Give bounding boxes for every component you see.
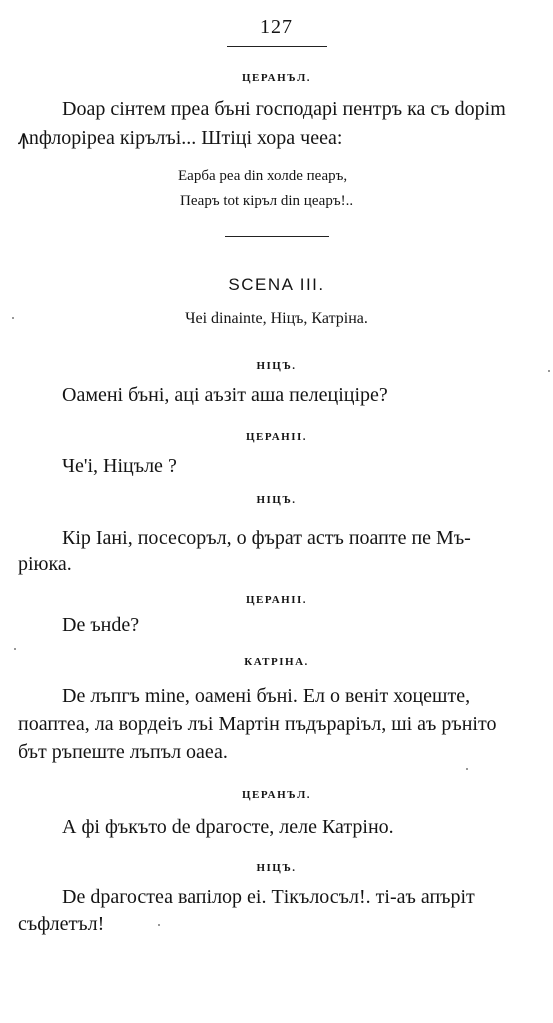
print-speck <box>14 648 16 650</box>
speaker-label: КАТРІНА. <box>244 656 309 668</box>
speaker-label: ЦЕРАНІІ. <box>245 431 308 443</box>
section-rule <box>225 236 329 237</box>
dialogue-line: А фі фъкъто de dрагосте, леле Катріно. <box>62 816 394 838</box>
speaker-label: ЦЕРАНЪЛ. <box>241 72 312 84</box>
print-speck <box>12 317 14 319</box>
speaker-label: НІЦЪ. <box>256 494 297 506</box>
dialogue-line: Doар сінтем преа бъні господарі пентръ ка съ doрim <box>62 98 506 120</box>
page-number: 127 <box>260 16 293 38</box>
dialogue-line: Че'і, Ніцъле ? <box>62 455 177 477</box>
verse-line: Еарба реа din холde пеаръ, <box>178 168 348 184</box>
dialogue-line: Кір Іані, посесоръл, о фърат астъ поапте пе Мъ- <box>62 527 471 549</box>
speaker-label: НІЦЪ. <box>256 862 297 874</box>
verse-line: Пеаръ tot кіръл din цеаръ!.. <box>180 193 354 209</box>
dialogue-line: ріюка. <box>18 553 72 575</box>
speaker-label: ЦЕРАНІІ. <box>245 594 308 606</box>
dialogue-line: De dрагостеа вапілор еі. Тікълосъл!. ті-аъ апъріт <box>62 886 475 908</box>
dialogue-line: ꙟnфлоріреа кірълъі... Штіці хора чеeа: <box>18 127 343 149</box>
dialogue-line: бът ръпеште лъпъл оаеа. <box>18 741 228 763</box>
dialogue-line: Оамені бъні, аці аъзіт аша пелеціціре? <box>62 384 388 406</box>
print-speck <box>158 924 160 926</box>
scene-title: SCENA III. <box>228 275 325 294</box>
dialogue-line: De ънde? <box>62 614 140 636</box>
speaker-label: НІЦЪ. <box>256 360 297 372</box>
print-speck <box>466 768 468 770</box>
header-rule <box>227 46 327 47</box>
speaker-label: ЦЕРАНЪЛ. <box>241 789 312 801</box>
scene-characters: Чеі dinainte, Ніцъ, Катріна. <box>185 310 368 327</box>
dialogue-line: De лъпгъ mine, оамені бъні. Ел о веніт хоцеште, <box>62 685 471 707</box>
dialogue-line: поаптеа, ла вордеiъ лъі Мартін пъдъраріъл, ші аъ ръніто <box>18 713 497 735</box>
dialogue-line: съфлетъл! <box>18 913 105 935</box>
print-speck <box>548 370 550 372</box>
